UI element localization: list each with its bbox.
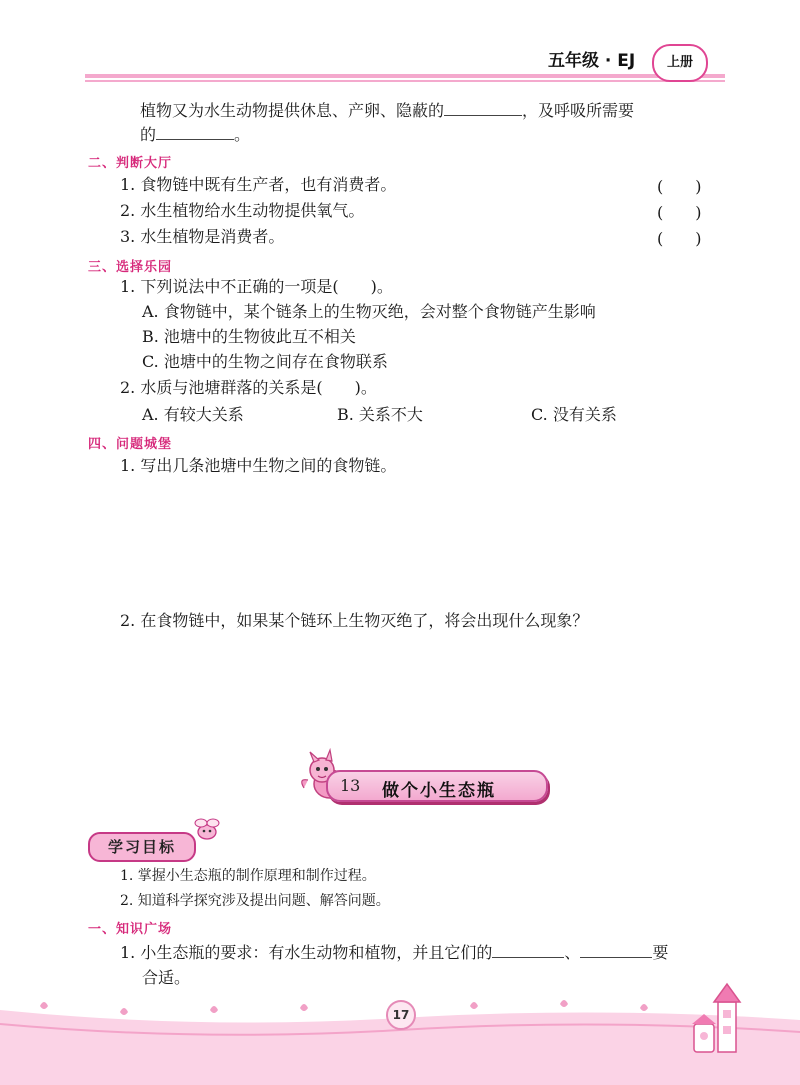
choice-q2-option-c[interactable]: C. 没有关系 [531, 405, 617, 424]
lighthouse-icon [690, 980, 760, 1070]
judge-item-1: 1. 食物链中既有生产者，也有消费者。 [120, 175, 397, 194]
lesson-number: 13 [340, 776, 361, 795]
blank-field-3[interactable] [492, 943, 564, 958]
choice-q1: 1. 下列说法中不正确的一项是( )。 [120, 277, 393, 296]
blank-field-4[interactable] [580, 943, 652, 958]
choice-q2-option-b[interactable]: B. 关系不大 [337, 405, 423, 424]
knowledge-line-2: 合适。 [142, 968, 191, 987]
choice-q2-option-a[interactable]: A. 有较大关系 [142, 405, 244, 424]
goal-item-2: 2. 知道科学探究涉及提出问题、解答问题。 [120, 893, 390, 909]
answer-area-1[interactable] [120, 480, 700, 605]
goal-item-1: 1. 掌握小生态瓶的制作原理和制作过程。 [120, 868, 376, 884]
learning-goals-badge: 学习目标 [88, 832, 196, 862]
header-bar [0, 0, 800, 95]
lesson-title: 做个小生态瓶 [382, 781, 496, 801]
judge-answer-3[interactable]: ( ) [657, 229, 702, 248]
section-title-choice: 三、选择乐园 [88, 260, 173, 275]
section-title-knowledge: 一、知识广场 [88, 922, 173, 937]
part1-line1 [140, 100, 634, 122]
choice-q2: 2. 水质与池塘群落的关系是( )。 [120, 378, 377, 397]
bee-icon [190, 812, 224, 846]
part1-line2 [140, 124, 250, 146]
judge-answer-2[interactable]: ( ) [657, 203, 702, 222]
blank-field-1[interactable] [444, 101, 522, 116]
judge-item-2: 2. 水生植物给水生动物提供氧气。 [120, 201, 365, 220]
knowledge-line1-mid: 、 [564, 943, 581, 962]
knowledge-line1-suffix: 要 [652, 943, 669, 962]
page-number: 17 [386, 1000, 416, 1030]
answer-area-2[interactable] [120, 636, 700, 751]
question-2: 2. 在食物链中，如果某个链环上生物灭绝了，将会出现什么现象？ [120, 611, 589, 630]
judge-answer-1[interactable]: ( ) [657, 177, 702, 196]
part1-line2-suffix: 。 [234, 125, 251, 144]
section-title-judge: 二、判断大厅 [88, 156, 173, 171]
blank-field-2[interactable] [156, 125, 234, 140]
choice-q1-option-b[interactable]: B. 池塘中的生物彼此互不相关 [142, 327, 356, 346]
knowledge-line-1 [120, 942, 668, 964]
part1-line2-prefix: 的 [140, 125, 157, 144]
part1-line1-prefix: 植物又为水生动物提供休息、产卵、隐蔽的 [140, 101, 445, 120]
choice-q1-option-a[interactable]: A. 食物链中，某个链条上的生物灭绝，会对整个食物链产生影响 [142, 302, 596, 321]
part1-line1-suffix: ，及呼吸所需要 [522, 101, 635, 120]
section-title-question: 四、问题城堡 [88, 437, 173, 452]
question-1: 1. 写出几条池塘中生物之间的食物链。 [120, 456, 397, 475]
grade-label: 五年级 · EJ [548, 51, 636, 71]
judge-item-3: 3. 水生植物是消费者。 [120, 227, 285, 246]
knowledge-line1-prefix: 1. 小生态瓶的要求：有水生动物和植物，并且它们的 [120, 943, 493, 962]
volume-badge: 上册 [652, 44, 708, 82]
choice-q1-option-c[interactable]: C. 池塘中的生物之间存在食物联系 [142, 352, 388, 371]
lesson-banner [326, 770, 548, 802]
